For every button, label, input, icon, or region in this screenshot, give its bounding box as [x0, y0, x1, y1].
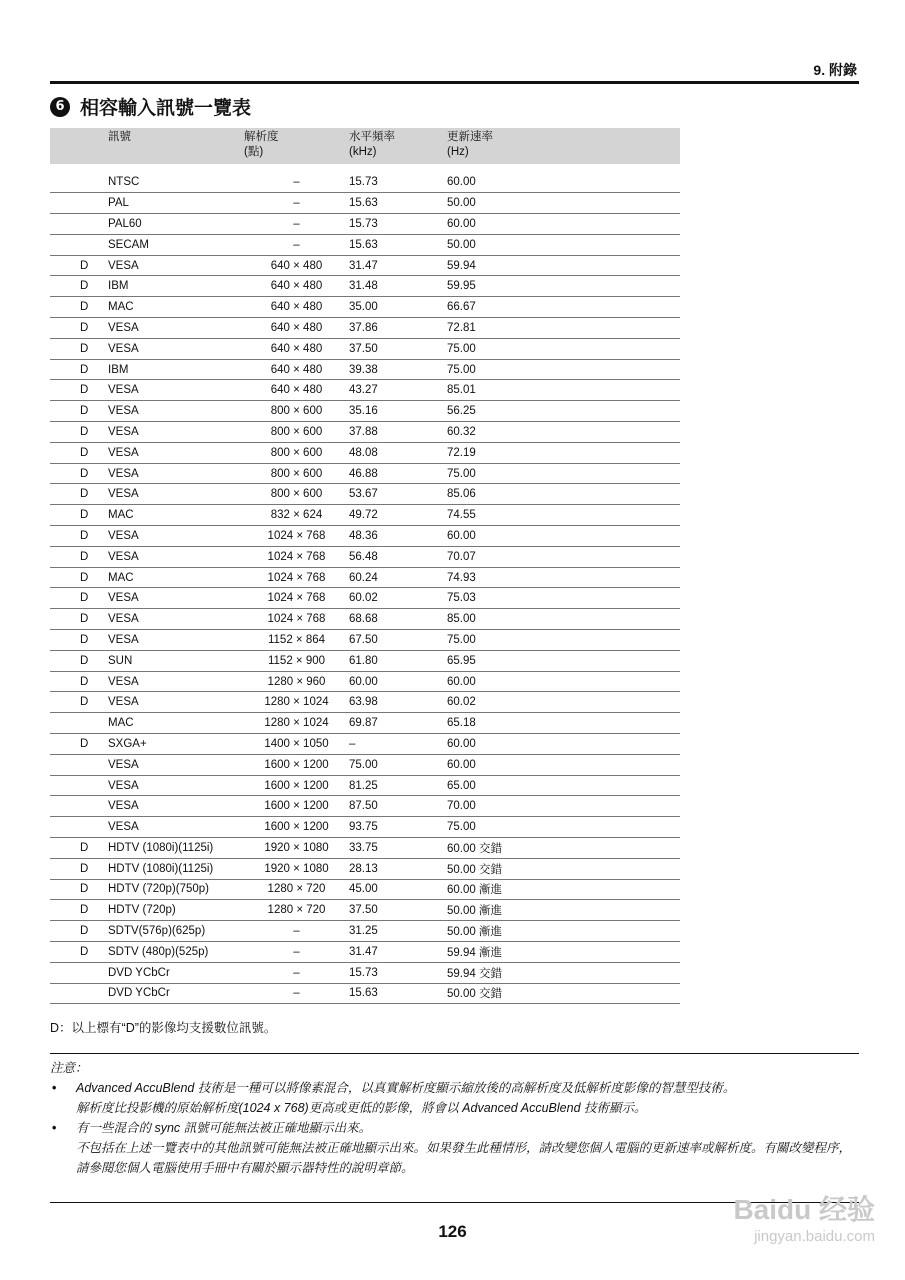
- horizontal-frequency-cell: 43.27: [349, 384, 378, 397]
- horizontal-frequency-cell: 60.02: [349, 592, 378, 605]
- resolution-cell: 800 × 600: [270, 405, 323, 418]
- table-row: [50, 692, 680, 713]
- resolution-cell: 1600 × 1200: [264, 779, 329, 792]
- digital-flag-cell: [50, 193, 108, 214]
- section-number-badge: 6: [50, 97, 70, 117]
- table-row: [50, 505, 680, 526]
- signal-name-cell: HDTV (1080i)(1125i): [108, 862, 214, 875]
- table-row: [50, 713, 680, 734]
- refresh-rate-cell: 59.94 交錯: [447, 967, 502, 980]
- note-line: 有一些混合的 sync 訊號可能無法被正確地顯示出來。: [76, 1121, 372, 1135]
- signal-name-cell: VESA: [108, 613, 139, 626]
- signal-name-cell: VESA: [108, 696, 139, 709]
- digital-flag-cell: D: [80, 446, 89, 459]
- refresh-rate-cell: 85.01: [447, 384, 476, 397]
- resolution-cell: 832 × 624: [270, 509, 323, 522]
- signal-name-cell: MAC: [108, 717, 134, 730]
- resolution-cell: 1280 × 1024: [264, 696, 329, 709]
- header-rule: [50, 81, 859, 84]
- horizontal-frequency-cell: 15.73: [349, 176, 378, 189]
- resolution-cell: 1024 × 768: [267, 571, 326, 584]
- refresh-rate-cell: 65.18: [447, 717, 476, 730]
- notes-section: [50, 1058, 859, 1178]
- signal-name-cell: HDTV (720p)(750p): [108, 883, 209, 896]
- horizontal-frequency-cell: 35.00: [349, 301, 378, 314]
- digital-flag-cell: [50, 775, 108, 796]
- resolution-cell: –: [293, 925, 300, 938]
- table-row: [50, 380, 680, 401]
- digital-flag-cell: D: [80, 654, 89, 667]
- digital-flag-cell: D: [80, 488, 89, 501]
- digital-flag-cell: D: [80, 280, 89, 293]
- signal-name-cell: VESA: [108, 259, 139, 272]
- signal-name-cell: PAL60: [108, 217, 142, 230]
- refresh-rate-cell: 50.00 漸進: [447, 926, 502, 939]
- resolution-cell: 1280 × 720: [267, 904, 326, 917]
- horizontal-frequency-cell: 48.08: [349, 446, 378, 459]
- digital-flag-cell: D: [80, 321, 89, 334]
- refresh-rate-cell: 59.95: [447, 280, 476, 293]
- horizontal-frequency-cell: 46.88: [349, 467, 378, 480]
- header-hfreq: 水平頻率 (kHz): [349, 131, 395, 158]
- table-row: [50, 401, 680, 422]
- table-row: [50, 255, 680, 276]
- table-row: [50, 775, 680, 796]
- digital-flag-cell: D: [80, 571, 89, 584]
- watermark: [733, 1188, 875, 1245]
- horizontal-frequency-cell: 68.68: [349, 613, 378, 626]
- table-row: [50, 297, 680, 318]
- horizontal-frequency-cell: 61.80: [349, 654, 378, 667]
- signal-name-cell: VESA: [108, 550, 139, 563]
- table-row: [50, 234, 680, 255]
- horizontal-frequency-cell: 15.63: [349, 987, 378, 1000]
- table-row: [50, 422, 680, 443]
- signal-name-cell: VESA: [108, 675, 139, 688]
- refresh-rate-cell: 50.00: [447, 238, 476, 251]
- resolution-cell: 1024 × 768: [267, 592, 326, 605]
- section-title-text: 相容輸入訊號一覽表: [80, 97, 252, 119]
- signal-name-cell: VESA: [108, 529, 139, 542]
- table-row: [50, 214, 680, 235]
- chapter-label: 9. 附錄: [813, 62, 857, 78]
- refresh-rate-cell: 60.32: [447, 425, 476, 438]
- horizontal-frequency-cell: 37.50: [349, 904, 378, 917]
- refresh-rate-cell: 59.94: [447, 259, 476, 272]
- refresh-rate-cell: 60.00: [447, 758, 476, 771]
- horizontal-frequency-cell: 56.48: [349, 550, 378, 563]
- refresh-rate-cell: 75.03: [447, 592, 476, 605]
- signal-name-cell: VESA: [108, 446, 139, 459]
- watermark-brand: Baidu 经验: [733, 1194, 875, 1225]
- table-row: [50, 754, 680, 775]
- digital-flag-cell: [50, 754, 108, 775]
- signal-name-cell: VESA: [108, 592, 139, 605]
- horizontal-frequency-cell: 31.47: [349, 259, 378, 272]
- table-spacer-row: [50, 164, 680, 172]
- table-row: [50, 734, 680, 755]
- resolution-cell: 1600 × 1200: [264, 758, 329, 771]
- notes-title: 注意：: [50, 1061, 88, 1075]
- signal-name-cell: SECAM: [108, 238, 149, 251]
- note-item: [50, 1118, 859, 1178]
- resolution-cell: 1600 × 1200: [264, 800, 329, 813]
- table-row: [50, 338, 680, 359]
- horizontal-frequency-cell: –: [349, 737, 356, 750]
- digital-flag-cell: [50, 962, 108, 983]
- refresh-rate-cell: 75.00: [447, 821, 476, 834]
- table-row: [50, 941, 680, 962]
- refresh-rate-cell: 60.00 交錯: [447, 842, 502, 855]
- resolution-cell: 1400 × 1050: [264, 737, 329, 750]
- signal-name-cell: NTSC: [108, 176, 140, 189]
- signal-name-cell: VESA: [108, 488, 139, 501]
- signal-name-cell: VESA: [108, 633, 139, 646]
- table-row: [50, 817, 680, 838]
- table-row: [50, 650, 680, 671]
- legend-note: D：以上標有“D”的影像均支援數位訊號。: [50, 1021, 277, 1035]
- digital-flag-cell: D: [80, 613, 89, 626]
- signal-name-cell: SDTV (480p)(525p): [108, 945, 209, 958]
- refresh-rate-cell: 75.00: [447, 633, 476, 646]
- digital-flag-cell: [50, 983, 108, 1004]
- resolution-cell: –: [293, 966, 300, 979]
- refresh-rate-cell: 65.00: [447, 779, 476, 792]
- horizontal-frequency-cell: 37.50: [349, 342, 378, 355]
- resolution-cell: 800 × 600: [270, 446, 323, 459]
- digital-flag-cell: [50, 172, 108, 193]
- resolution-cell: 1920 × 1080: [264, 862, 329, 875]
- table-row: [50, 484, 680, 505]
- signal-name-cell: MAC: [108, 509, 134, 522]
- header-d-column: [50, 128, 108, 164]
- resolution-cell: 1280 × 960: [267, 675, 326, 688]
- table-row: [50, 546, 680, 567]
- resolution-cell: 1152 × 900: [267, 654, 326, 667]
- section-title: [50, 93, 251, 120]
- resolution-cell: –: [293, 945, 300, 958]
- refresh-rate-cell: 85.00: [447, 613, 476, 626]
- horizontal-frequency-cell: 15.73: [349, 217, 378, 230]
- horizontal-frequency-cell: 75.00: [349, 758, 378, 771]
- header-resolution: 解析度 (點): [244, 131, 279, 158]
- digital-flag-cell: D: [80, 259, 89, 272]
- horizontal-frequency-cell: 45.00: [349, 883, 378, 896]
- signal-name-cell: DVD YCbCr: [108, 987, 170, 1000]
- refresh-rate-cell: 60.00: [447, 217, 476, 230]
- signal-name-cell: DVD YCbCr: [108, 966, 170, 979]
- resolution-cell: 1280 × 1024: [264, 717, 329, 730]
- signal-name-cell: VESA: [108, 821, 139, 834]
- digital-flag-cell: D: [80, 301, 89, 314]
- refresh-rate-cell: 59.94 漸進: [447, 946, 502, 959]
- horizontal-frequency-cell: 60.24: [349, 571, 378, 584]
- table-row: [50, 359, 680, 380]
- digital-flag-cell: D: [80, 425, 89, 438]
- table-row: [50, 526, 680, 547]
- horizontal-frequency-cell: 31.47: [349, 945, 378, 958]
- resolution-cell: 800 × 600: [270, 425, 323, 438]
- resolution-cell: 1920 × 1080: [264, 841, 329, 854]
- signal-name-cell: IBM: [108, 280, 129, 293]
- refresh-rate-cell: 70.07: [447, 550, 476, 563]
- refresh-rate-cell: 72.19: [447, 446, 476, 459]
- digital-flag-cell: D: [80, 363, 89, 376]
- refresh-rate-cell: 60.00: [447, 737, 476, 750]
- table-row: [50, 900, 680, 921]
- horizontal-frequency-cell: 53.67: [349, 488, 378, 501]
- table-row: [50, 921, 680, 942]
- digital-flag-cell: [50, 214, 108, 235]
- signal-name-cell: VESA: [108, 779, 139, 792]
- note-line: Advanced AccuBlend 技術是一種可以將像素混合，以真實解析度顯示縮放後的高解析度及低解析度影像的智慧型技術。: [76, 1081, 736, 1095]
- horizontal-frequency-cell: 67.50: [349, 633, 378, 646]
- horizontal-frequency-cell: 37.88: [349, 425, 378, 438]
- table-row: [50, 630, 680, 651]
- refresh-rate-cell: 60.00: [447, 675, 476, 688]
- horizontal-frequency-cell: 87.50: [349, 800, 378, 813]
- bullet-icon: •: [52, 1081, 57, 1095]
- resolution-cell: 800 × 600: [270, 467, 323, 480]
- digital-flag-cell: D: [80, 675, 89, 688]
- notes-top-rule: [50, 1053, 859, 1054]
- refresh-rate-cell: 72.81: [447, 321, 476, 334]
- digital-flag-cell: D: [80, 592, 89, 605]
- signal-name-cell: SDTV(576p)(625p): [108, 925, 206, 938]
- bullet-icon: •: [52, 1121, 57, 1135]
- refresh-rate-cell: 70.00: [447, 800, 476, 813]
- header-signal: 訊號: [108, 131, 131, 143]
- refresh-rate-cell: 56.25: [447, 405, 476, 418]
- table-row: [50, 671, 680, 692]
- horizontal-frequency-cell: 31.25: [349, 925, 378, 938]
- table-row: [50, 193, 680, 214]
- refresh-rate-cell: 50.00 交錯: [447, 988, 502, 1001]
- signal-name-cell: VESA: [108, 321, 139, 334]
- resolution-cell: 640 × 480: [270, 363, 323, 376]
- refresh-rate-cell: 60.00 漸進: [447, 884, 502, 897]
- resolution-cell: –: [293, 238, 300, 251]
- resolution-cell: 1024 × 768: [267, 550, 326, 563]
- table-row: [50, 858, 680, 879]
- refresh-rate-cell: 85.06: [447, 488, 476, 501]
- refresh-rate-cell: 50.00: [447, 197, 476, 210]
- resolution-cell: 640 × 480: [270, 342, 323, 355]
- digital-flag-cell: D: [80, 467, 89, 480]
- table-row: [50, 318, 680, 339]
- signal-name-cell: VESA: [108, 405, 139, 418]
- table-row: [50, 276, 680, 297]
- horizontal-frequency-cell: 15.63: [349, 238, 378, 251]
- digital-flag-cell: D: [80, 737, 89, 750]
- table-row: [50, 588, 680, 609]
- resolution-cell: 1600 × 1200: [264, 821, 329, 834]
- digital-flag-cell: D: [80, 384, 89, 397]
- resolution-cell: 640 × 480: [270, 259, 323, 272]
- signal-name-cell: VESA: [108, 800, 139, 813]
- refresh-rate-cell: 50.00 交錯: [447, 863, 502, 876]
- resolution-cell: 1024 × 768: [267, 529, 326, 542]
- watermark-url: jingyan.baidu.com: [754, 1228, 875, 1245]
- page-number: 126: [438, 1222, 467, 1241]
- horizontal-frequency-cell: 35.16: [349, 405, 378, 418]
- digital-flag-cell: D: [80, 529, 89, 542]
- resolution-cell: 640 × 480: [270, 301, 323, 314]
- horizontal-frequency-cell: 93.75: [349, 821, 378, 834]
- digital-flag-cell: D: [80, 925, 89, 938]
- resolution-cell: –: [293, 176, 300, 189]
- resolution-cell: 640 × 480: [270, 280, 323, 293]
- digital-flag-cell: D: [80, 550, 89, 563]
- horizontal-frequency-cell: 15.63: [349, 197, 378, 210]
- horizontal-frequency-cell: 69.87: [349, 717, 378, 730]
- refresh-rate-cell: 74.93: [447, 571, 476, 584]
- signal-name-cell: VESA: [108, 384, 139, 397]
- table-row: [50, 962, 680, 983]
- refresh-rate-cell: 66.67: [447, 301, 476, 314]
- signal-name-cell: VESA: [108, 425, 139, 438]
- table-row: [50, 983, 680, 1004]
- horizontal-frequency-cell: 63.98: [349, 696, 378, 709]
- resolution-cell: 640 × 480: [270, 321, 323, 334]
- refresh-rate-cell: 60.02: [447, 696, 476, 709]
- refresh-rate-cell: 75.00: [447, 363, 476, 376]
- note-item: [50, 1078, 859, 1118]
- digital-flag-cell: [50, 796, 108, 817]
- resolution-cell: 1024 × 768: [267, 613, 326, 626]
- signal-name-cell: MAC: [108, 301, 134, 314]
- table-row: [50, 567, 680, 588]
- resolution-cell: 800 × 600: [270, 488, 323, 501]
- table-row: [50, 609, 680, 630]
- resolution-cell: –: [293, 217, 300, 230]
- horizontal-frequency-cell: 28.13: [349, 862, 378, 875]
- table-row: [50, 838, 680, 859]
- refresh-rate-cell: 65.95: [447, 654, 476, 667]
- table-row: [50, 879, 680, 900]
- digital-flag-cell: [50, 234, 108, 255]
- note-line: 解析度比投影機的原始解析度(1024 x 768)更高或更低的影像，將會以 Advanced AccuBlend 技術顯示。: [76, 1101, 647, 1115]
- horizontal-frequency-cell: 39.38: [349, 363, 378, 376]
- horizontal-frequency-cell: 60.00: [349, 675, 378, 688]
- resolution-cell: 1280 × 720: [267, 883, 326, 896]
- refresh-rate-cell: 50.00 漸進: [447, 905, 502, 918]
- refresh-rate-cell: 74.55: [447, 509, 476, 522]
- digital-flag-cell: D: [80, 841, 89, 854]
- signal-name-cell: SXGA+: [108, 737, 147, 750]
- refresh-rate-cell: 60.00: [447, 529, 476, 542]
- signal-name-cell: SUN: [108, 654, 133, 667]
- digital-flag-cell: D: [80, 945, 89, 958]
- table-row: [50, 442, 680, 463]
- signal-table: [50, 128, 680, 1004]
- signal-name-cell: VESA: [108, 467, 139, 480]
- horizontal-frequency-cell: 49.72: [349, 509, 378, 522]
- horizontal-frequency-cell: 33.75: [349, 841, 378, 854]
- signal-name-cell: HDTV (720p): [108, 904, 176, 917]
- horizontal-frequency-cell: 15.73: [349, 966, 378, 979]
- horizontal-frequency-cell: 48.36: [349, 529, 378, 542]
- digital-flag-cell: D: [80, 509, 89, 522]
- digital-flag-cell: D: [80, 904, 89, 917]
- table-header-row: [50, 128, 680, 164]
- table-row: [50, 796, 680, 817]
- refresh-rate-cell: 60.00: [447, 176, 476, 189]
- digital-flag-cell: D: [80, 862, 89, 875]
- digital-flag-cell: D: [80, 696, 89, 709]
- digital-flag-cell: [50, 713, 108, 734]
- signal-name-cell: VESA: [108, 758, 139, 771]
- note-line: 不包括在上述一覽表中的其他訊號可能無法被正確地顯示出來。如果發生此種情形，請改變您個人電腦的更新速率或解析度。有關改變程序，請參閱您個人電腦使用手冊中有關於顯示器特性的說明章節。: [76, 1141, 852, 1175]
- digital-flag-cell: D: [80, 883, 89, 896]
- resolution-cell: 1152 × 864: [267, 633, 326, 646]
- digital-flag-cell: [50, 817, 108, 838]
- table-row: [50, 463, 680, 484]
- refresh-rate-cell: 75.00: [447, 342, 476, 355]
- table-row: [50, 172, 680, 193]
- resolution-cell: 640 × 480: [270, 384, 323, 397]
- horizontal-frequency-cell: 37.86: [349, 321, 378, 334]
- digital-flag-cell: D: [80, 633, 89, 646]
- resolution-cell: –: [293, 987, 300, 1000]
- signal-name-cell: HDTV (1080i)(1125i): [108, 841, 214, 854]
- digital-flag-cell: D: [80, 405, 89, 418]
- horizontal-frequency-cell: 31.48: [349, 280, 378, 293]
- signal-name-cell: PAL: [108, 197, 129, 210]
- resolution-cell: –: [293, 197, 300, 210]
- signal-name-cell: IBM: [108, 363, 129, 376]
- digital-flag-cell: D: [80, 342, 89, 355]
- header-vfreq: 更新速率 (Hz): [447, 131, 493, 158]
- refresh-rate-cell: 75.00: [447, 467, 476, 480]
- signal-name-cell: VESA: [108, 342, 139, 355]
- signal-name-cell: MAC: [108, 571, 134, 584]
- horizontal-frequency-cell: 81.25: [349, 779, 378, 792]
